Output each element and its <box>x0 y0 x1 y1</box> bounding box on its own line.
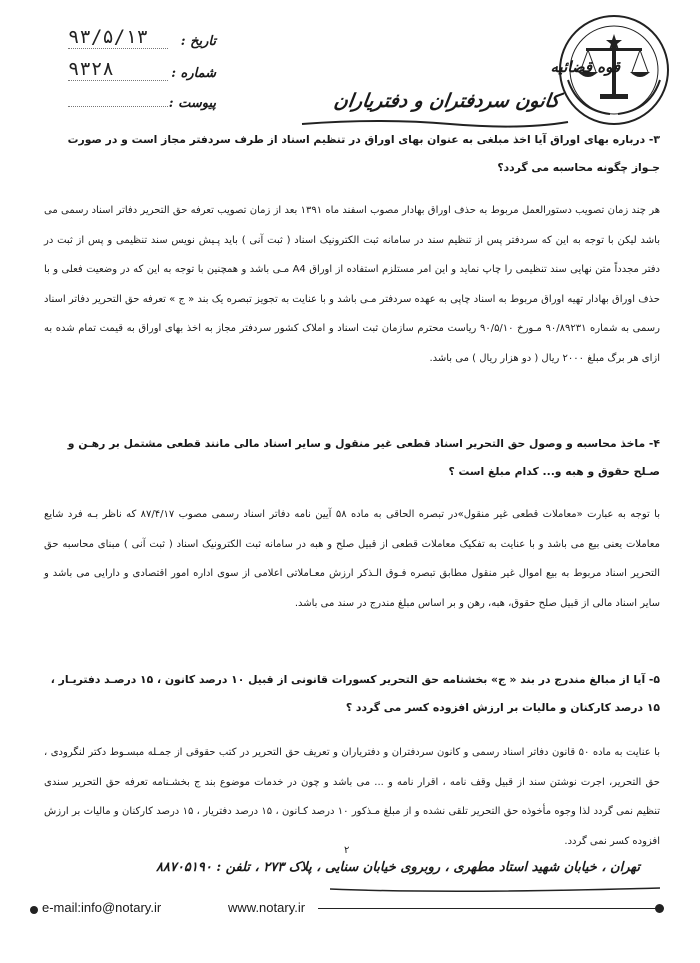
footer-email[interactable]: e-mail:info@notary.ir <box>42 900 162 915</box>
bullet-icon <box>30 906 38 914</box>
footer-address: تهران ، خیابان شهید استاد مطهری ، روبروی خیابان سنایی ، پلاک ۲۷۳ ، تلفن : ۸۸۷۰۵۱۹۰ <box>155 860 640 875</box>
question-4: ۴- ماخذ محاسبه و وصول حق التحریر اسناد قطعی غیر منقول و سایر اسناد مالی مانند قطعی مشتمل بر رهـن و صـلح حقوق و هبه و... کدام مبلغ است ؟ <box>67 437 660 478</box>
date-value: ۹۳/۵/۱۳ <box>68 26 168 49</box>
org-main-title: کانون سردفتران و دفتریاران <box>332 90 562 112</box>
number-label: شماره : <box>171 66 216 81</box>
attachment-label: پیوست : <box>168 96 216 111</box>
question-3: ۳- درباره بهای اوراق آیا اخذ مبلغی به عنوان بهای اوراق در تنظیم اسناد از طرف سردفتر مجاز است و در صورت جـواز چگونه محاسبه می گردد؟ <box>67 133 660 174</box>
footer-swash <box>30 885 670 895</box>
answer-3: هر چند زمان تصویب دستورالعمل مربوط به حذف اوراق بهادار مصوب اسفند ماه ۱۳۹۱ بعد از زمان تصویب تعرفه حق التحریر دفاتر اسناد رسمی می باشد لیکن با توجه به این که سردفتر پس از تنظیم سند در سامانه ثبت الکترونیک اسناد ( ثبت آنی ) باید پـیش نویس سند تنظیمی و پس از ثبت در دفتر مجدداً متن نهایی سند تنظیمی را چاپ نماید و این امر مستلزم استفاده از اوراق A4 مـی باشد و همچنین با توجه به این که در وضعیت فعلی و با حذف اوراق بهادار تهیه اوراق مربوط به اسناد چاپی به عهده سردفتر مـی باشد و با عنایت به تجویز تبصره یک بند « ج » تعرفه حق التحریر دفاتر اسناد رسمی به شماره ۹۰/۸۹۲۳۱ مـورخ ۹۰/۵/۱۰ ریاست محترم سازمان ثبت اسناد و املاک کشور سردفتر مجاز به اخذ بهای اوراق به قیمت تمام شده به ازای هر برگ مبلغ ۲۰۰۰ ریال ( دو هزار ریال ) می باشد. <box>44 205 661 364</box>
question-5: ۵- آیا از مبالغ مندرج در بند « ج» بخشنامه حق التحریر کسورات قانونی از قبیل ۱۰ درصد کانون ، ۱۵ درصـد دفتریـار ، ۱۵ درصد کارکنان و مالیات بر ارزش افزوده کسر می گردد ؟ <box>50 673 660 714</box>
footer-website[interactable]: www.notary.ir <box>228 900 306 915</box>
meta-block <box>66 26 216 112</box>
answer-5: با عنایت به ماده ۵۰ قانون دفاتر اسناد رسمی و کانون سردفتران و دفتریاران و تعریف حق التحریر در کتب حقوقی از جمـله مبسـوط دکتر لنگرودی ، حق التحریر، اجرت نوشتن سند از قبیل وقف نامه ، اقرار نامه و ... می باشد و چون در خدمات موضوع بند ج بخشـنامه تعرفه حق التحریر سندی تنظیم نمی گردد لذا وجوه مأخوذه حق التحریر تلقی نشده و از مبلغ مـذکور ۱۰ درصد کـانون ، ۱۵ درصد دفتریار ، ۱۵ درصد کارکنان و مالیات بر ارزش افزوده کسر نمی گردد. <box>44 747 661 847</box>
bullet-icon <box>655 904 664 913</box>
org-small-title: قوه قضائیه <box>550 58 620 76</box>
date-label: تاریخ : <box>180 34 216 49</box>
answer-4: با توجه به عبارت «معاملات قطعی غیر منقول»در تبصره الحاقی به ماده ۵۸ آیین نامه دفاتر اسناد رسمی مصوب ۸۷/۴/۱۷ که ناظر بـه فرد شایع معاملات یعنی بیع می باشد و با عنایت به تفکیک معاملات قطعی از قبیل صلح و هبه در سامانه ثبت الکترونیک اسناد ( ثبت آنی ) مبنای محاسبه حق التحریر اسناد مربوط به بیع اموال غیر منقول مطابق تبصره فـوق الـذکر ارزش معـاملاتی اعلامی از سوی اداره امور اقتصادی و دارایی می باشد و سایر اسناد مالی از قبیل صلح حقوق، هبه، رهن و بر اساس مبلغ مندرج در سند می باشد. <box>44 509 660 609</box>
attachment-value <box>68 106 168 107</box>
number-value: ۹۳۲۸ <box>68 58 168 81</box>
page-number: ۲ <box>344 845 350 856</box>
footer-rule <box>318 908 658 909</box>
